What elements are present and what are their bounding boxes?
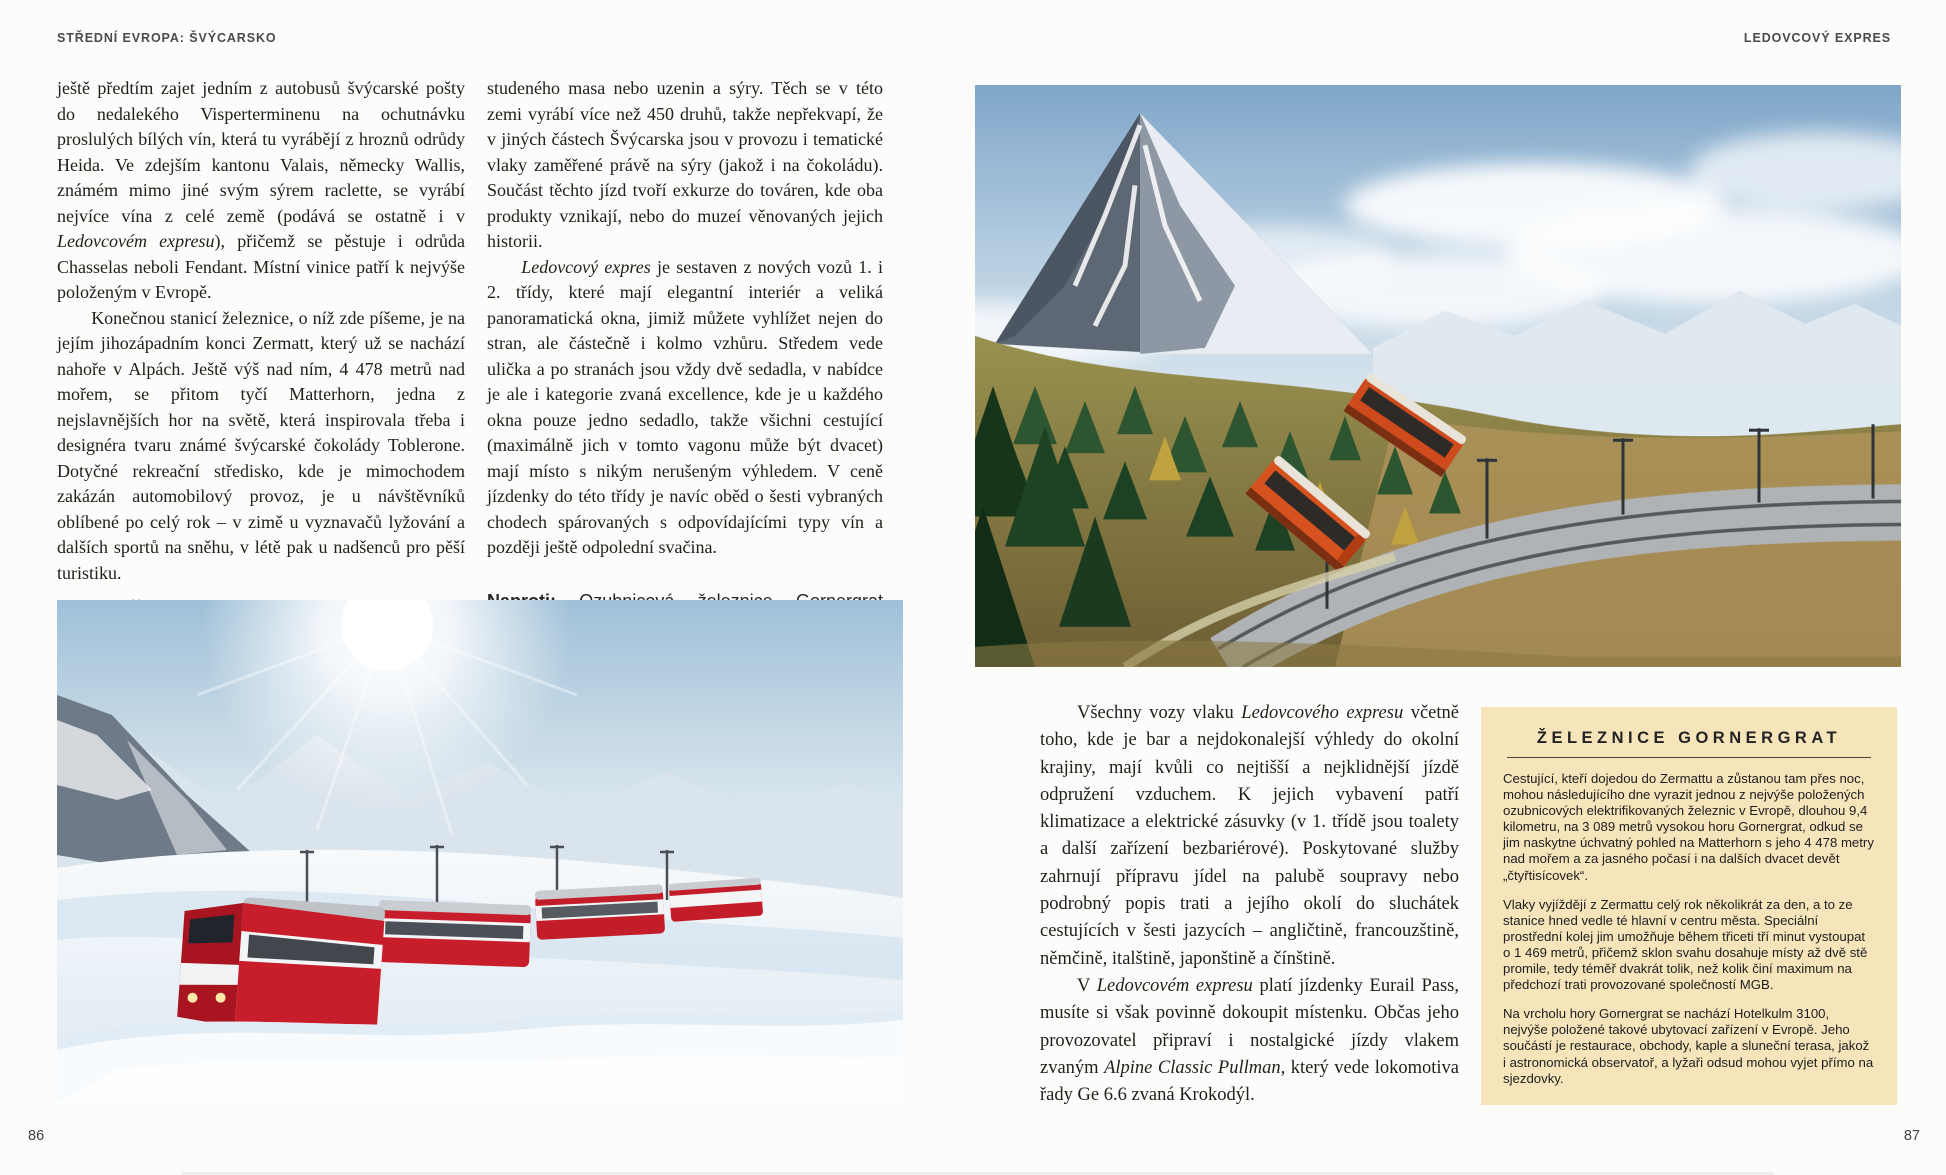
infobox-zeleznice-gornergrat: [1481, 707, 1897, 1105]
body-paragraph: Všechny vozy vlaku Ledovcového expresu včetně toho, kde je bar a nejdokonalejší výhledy do okolní krajiny, mají kvůli co nejtišší a nejklidnější jízdě odpružení vzduchem. K jejich vybavení patří klimatizace a elektrické zásuvky (v 1. třídě jsou toalety a další zařízení bezbariérové). Poskytované služby zahrnují přípravu jídel na palubě soupravy nebo podrobný popis trati a jejího okolí do sluchátek cestujících v šesti jazycích – angličtině, francouzštině, němčině, italštině, japonštině a čínštině.: [1040, 703, 1459, 969]
infobox-paragraph: Cestující, kteří dojedou do Zermattu a zůstanou tam přes noc, mohou následujícího dne vyrazit jednou z nejvýše položených ozubnicových elektrifikovaných železnic v Evropě, dlouhou 9,4 kilometru, na 3 089 metrů vysokou horu Gornergrat, odkud se jim naskytne úchvatný pohled na Matterhorn s jeho 4 478 metry nad mořem a za jasného počasí i na dalších dvacet devět „čtyřtisícovek“.: [1503, 771, 1874, 883]
body-paragraph: Konečnou stanicí železnice, o níž zde píšeme, je na jejím jihozápadním konci Zermatt, který už se nachází nahoře v Alpách. Ještě výš nad ním, 4 478 metrů nad mořem, se přitom tyčí Matterhorn, jedna z nejslavnějších hor na světě, která inspirovala třeba i designéra tvaru známé švýcarské čokolády Toblerone. Dotyčné rekreační středisko, kde je mimochodem zakázán automobilový provoz, je u návštěvníků oblíbené po celý rok – v zimě u vyznavačů lyžování a dalších sportů na sněhu, v létě pak u nadšenců pro pěší turistiku.: [57, 307, 465, 583]
body-paragraph: Ledovcový expres je sestaven z nových vozů 1. i 2. třídy, které mají elegantní interiér a veliká panoramatická okna, jimiž můžete vyhlížet nejen do stran, ale částečně i kolmo vzhůru. Středem vede ulička a po stranách jsou vždy dvě sedadla, v nabídce je ale i kategorie zvaná excellence, kde je u každého okna pouze jedno sedadlo, takže všichni cestující (maximálně jich v tomto vagonu může být dvacet) mají místo s nikým nerušeným výhledem. V ceně jízdenky do této třídy je navíc oběd o šesti vybraných chodech spárovaných s odpovídajícími typy vín a později ještě odpolední svačina.: [487, 256, 883, 557]
body-paragraph: V Ledovcovém expresu platí jízdenky Eurail Pass, musíte si však povinně dokoupit místenku. Občas jeho provozovatel připraví i nostalgické jízdy vlakem zvaným Alpine Classic Pullman, který vede lokomotiva řady Ge 6.6 zvaná Krokodýl.: [1040, 975, 1460, 1106]
infobox-title: ŽELEZNICE GORNERGRAT: [1536, 729, 1842, 747]
photo-matterhorn-gornergrat-train: [975, 85, 1901, 667]
infobox-title-rule: [1507, 757, 1871, 758]
right-page-column: [1040, 700, 1459, 1109]
running-head-left: STŘEDNÍ EVROPA: ŠVÝCARSKO: [57, 31, 277, 45]
body-paragraph: studeného masa nebo uzenin a sýry. Těch se v této zemi vyrábí více než 450 druhů, takže nepřekvapí, že v jiných částech Švýcarska jsou v provozu i tematické vlaky zaměřené právě na sýry (jakož i na čokoládu). Součást těchto jízd tvoří exkurze do továren, kde oba produkty vznikají, nebo do muzeí věnovaných jejich historii.: [487, 78, 883, 251]
page-number-right: 87: [1903, 1128, 1920, 1144]
matterhorn-scene-illustration: [975, 85, 1901, 667]
running-head-right: LEDOVCOVÝ EXPRES: [1743, 31, 1891, 45]
infobox-paragraph: Na vrcholu hory Gornergrat se nachází Hotelkulm 3100, nejvýše položené takové ubytovací zařízení v Evropě. Jeho součástí je restaurace, obchody, kaple a sluneční terasa, jakož i astronomická observatoř, a lyžaři odsud mohou vyjet přímo na sjezdovky.: [1503, 1006, 1874, 1086]
photo-glacier-express-snow: [57, 600, 903, 1103]
infobox-paragraph: Vlaky vyjíždějí z Zermattu celý rok několikrát za den, a to ze stanice hned vedle té hlavní v centru města. Speciální prostřední kolej jim umožňuje během třiceti tří minut vystoupat o 1 469 metrů, přičemž sklon svahu dosahuje místy až dvě stě promile, tedy téměř dvakrát tolik, než kolik činí maximum na předchozí trati provozované společností MGB.: [1503, 896, 1868, 993]
snow-scene-illustration: [57, 600, 903, 1103]
body-paragraph: ještě předtím zajet jedním z autobusů švýcarské pošty do nedalekého Visperterminenu na ochutnávku proslulých bílých vín, která tu vyrábějí z hroznů odrůdy Heida. Ve zdejším kantonu Valais, německy Wallis, známém mimo jiné svým sýrem raclette, se vyrábí nejvíce vína z celé země (podává se ostatně i v Ledovcovém expresu), přičemž se pěstuje i odrůda Chasselas neboli Fendant. Místní vinice patří k nejvýše položeným v Evropě.: [57, 78, 465, 302]
locomotive-front: [177, 893, 386, 1037]
page-number-left: 86: [28, 1128, 45, 1144]
